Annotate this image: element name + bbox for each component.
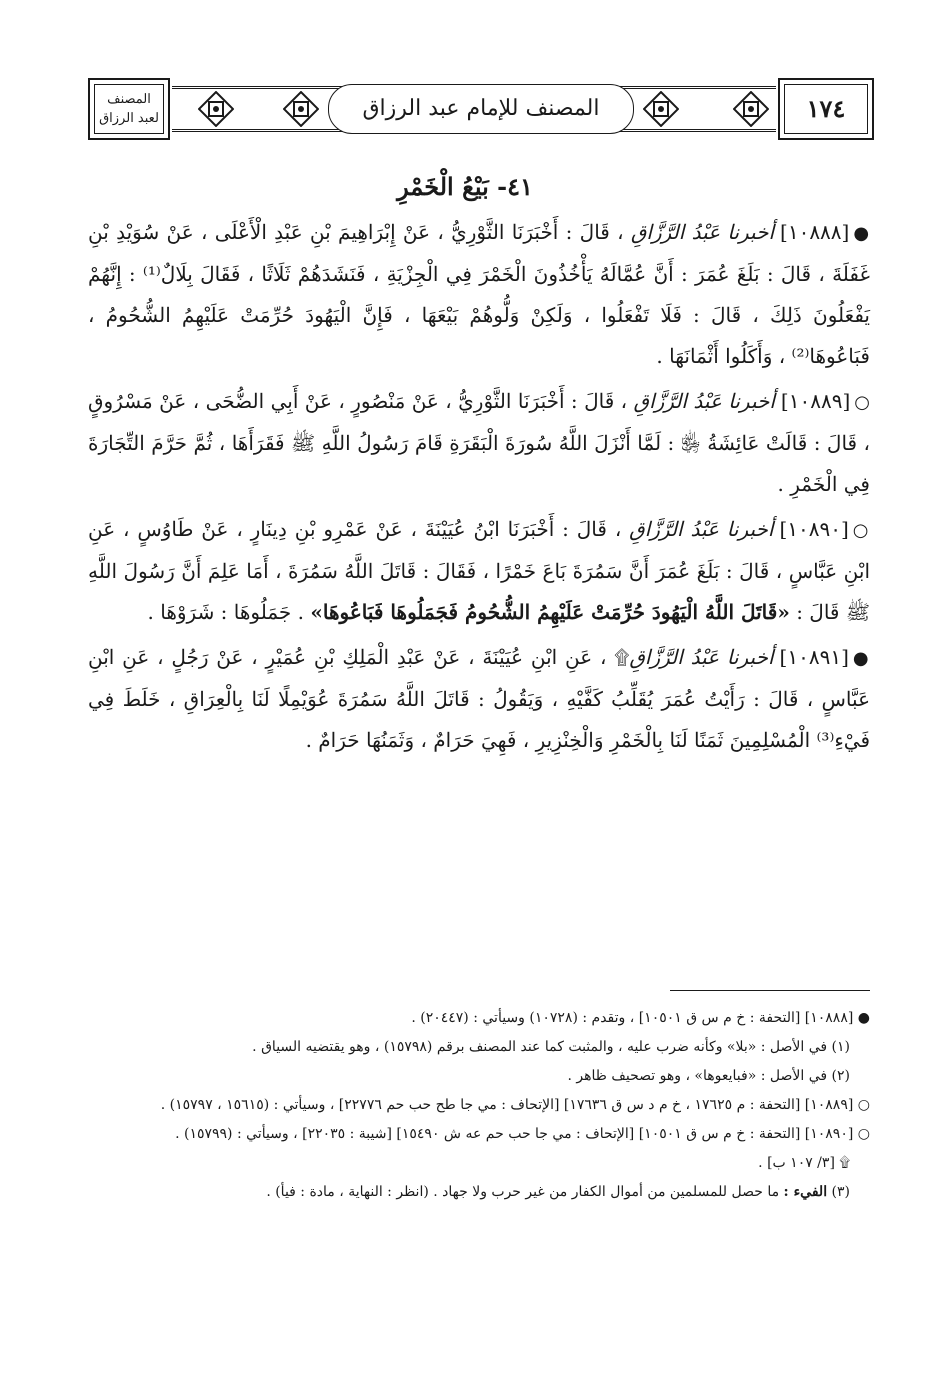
prophetic-quote: «قَاتَلَ اللَّهُ الْيَهُودَ حُرِّمَتْ عَلَيْهِمُ الشُّحُومُ فَجَمَلُوهَا فَبَاعُوهَا» — [310, 600, 790, 624]
hadith-entry — [88, 509, 870, 633]
running-title: المصنف للإمام عبد الرزاق — [362, 96, 600, 121]
hadith-number: [١٠٨٩١] — [779, 645, 849, 669]
footnote — [88, 1178, 870, 1207]
bullet-icon: ● — [857, 1010, 870, 1026]
hadith-entry — [88, 637, 870, 761]
footnote — [88, 1120, 870, 1149]
footnote-label: (٣) — [831, 1184, 850, 1200]
bullet-icon: ● — [852, 648, 871, 669]
footnote-text: في الأصل : «فبايعوها» ، وهو تصحيف ظاهر . — [567, 1068, 828, 1084]
footnote-text: [التحفة : م ١٧٦٢٥ ، خ م د س ق ١٧٦٣٦] [الإتحاف : مي جا طح حب حم ٢٢٧٧٦] ، وسيأتي : (١٥٦١٥ ، ١٥٧٩٧) . — [160, 1097, 801, 1113]
footnote-text: [٣/ ١٠٧ ب] . — [758, 1155, 835, 1171]
page-number-frame — [778, 78, 874, 140]
hadith-text: ، قَالَ : أَخْبَرَنَا الثَّوْرِيُّ ، عَنْ مَنْصُورٍ ، عَنْ أَبِي الضُّحَى ، عَنْ مَسْرُوقٍ ، قَالَ : قَالَتْ عَائِشَةُ ﵂ : لَمَّا أَنْزَلَ اللَّهُ سُورَةَ الْبَقَرَةِ قَامَ رَسُولُ اللَّهِ ﷺ فَقَرَأَهَا ، ثُمَّ حَرَّمَ التِّجَارَةَ فِي الْخَمْرِ . — [88, 389, 870, 496]
footnote — [88, 1062, 870, 1091]
running-header — [88, 78, 874, 142]
footnote — [88, 1033, 870, 1062]
hadith-entry — [88, 212, 870, 377]
footnotes — [88, 1004, 870, 1207]
footnote — [88, 1149, 870, 1178]
footnote-label: [١٠٨٩٠] — [804, 1126, 854, 1142]
knot-ornament-icon — [643, 91, 679, 127]
hadith-entry — [88, 381, 870, 505]
footnote — [88, 1091, 870, 1120]
knot-ornament-icon — [733, 91, 769, 127]
hadith-opening: أخبرنا عَبْدُ الرَّزَّاقِ — [629, 517, 774, 541]
hadith-text: ، قَالَ : أَخْبَرَنَا ابْنُ عُيَيْنَةَ ، عَنْ عَمْرِو بْنِ دِينَارٍ ، عَنْ طَاوُسٍ ، عَنِ ابْنِ عَبَّاسٍ ، قَالَ : بَلَغَ عُمَرَ أَنَّ سَمُرَةَ بَاعَ خَمْرًا ، فَقَالَ : قَاتَلَ اللَّهُ سَمُرَةَ ، أَمَا عَلِمَ أَنَّ رَسُولَ اللَّهِ ﷺ قَالَ : — [88, 517, 870, 624]
hadith-text: ، قَالَ : أَخْبَرَنَا الثَّوْرِيُّ ، عَنْ إِبْرَاهِيمَ بْنِ عَبْدِ الْأَعْلَى ، عَنْ سُوَيْدِ بْنِ غَفَلَةَ ، قَالَ : بَلَغَ عُمَرَ : أَنَّ عُمَّالَهُ يَأْخُذُونَ الْخَمْرَ فِي الْجِزْيَةِ ، فَنَشَدَهُمْ ثَلَاثًا ، فَقَالَ بِلَالٌ⁽¹⁾ : إِنَّهُمْ يَفْعَلُونَ ذَلِكَ ، قَالَ : فَلَا تَفْعَلُوا ، وَلَكِنْ وَلُّوهُمْ بَيْعَهَا ، فَإِنَّ الْيَهُودَ حُرِّمَتْ عَلَيْهِمُ الشُّحُومُ ، فَبَاعُوهَا⁽²⁾ ، وَأَكَلُوا أَثْمَانَهَا . — [88, 220, 870, 368]
logo-frame — [88, 78, 170, 140]
bullet-icon: ● — [853, 223, 870, 244]
logo-text: المصنف لعبد الرزاق — [99, 92, 159, 126]
hadith-text: ۩ ، عَنِ ابْنِ عُيَيْنَةَ ، عَنْ عَبْدِ الْمَلِكِ بْنِ عُمَيْرٍ ، عَنْ رَجُلٍ ، عَنِ ابْنِ عَبَّاسٍ ، قَالَ : رَأَيْتُ عُمَرَ يُقَلِّبُ كَفَّيْهِ ، وَيَقُولُ : قَاتَلَ اللَّهُ سَمُرَةَ عُوَيْمِلًا لَنَا بِالْعِرَاقِ ، خَلَطَ فِي فَيْءِ⁽³⁾ الْمُسْلِمِينَ ثَمَنًا لَنَا بِالْخَمْرِ وَالْخِنْزِيرِ ، فَهِيَ حَرَامٌ ، وَثَمَنُهَا حَرَامٌ . — [88, 645, 870, 752]
hadith-opening: أخبرنا عَبْدُ الرَّزَّاقِ — [630, 220, 775, 244]
hadith-body — [88, 212, 870, 765]
footnote-label: (٢) — [831, 1068, 850, 1084]
bullet-icon: ○ — [857, 1097, 870, 1113]
hadith-gloss: . جَمَلُوهَا : شَرَوْهَا . — [147, 600, 305, 624]
footnote-label: ۩ — [839, 1155, 850, 1171]
bullet-icon: ○ — [857, 1126, 870, 1142]
footnote-label: (١) — [831, 1039, 850, 1055]
page-number: ١٧٤ — [806, 94, 846, 123]
hadith-number: [١٠٨٨٩] — [780, 389, 851, 413]
footnote-keyword: الفيء : — [783, 1184, 828, 1200]
footnote — [88, 1004, 870, 1033]
knot-ornament-icon — [283, 91, 319, 127]
hadith-opening: أخبرنا عَبْدُ الرَّزَّاقِ — [629, 645, 774, 669]
bullet-icon: ○ — [852, 520, 871, 541]
footnote-divider — [670, 990, 870, 991]
knot-ornament-icon — [198, 91, 234, 127]
footnote-label: [١٠٨٨٨] — [804, 1010, 854, 1026]
hadith-number: [١٠٨٩٠] — [779, 517, 849, 541]
footnote-label: [١٠٨٨٩] — [804, 1097, 854, 1113]
footnote-text: [التحفة : خ م س ق ١٠٥٠١] [الإتحاف : مي جا حب حم عه ش ١٥٤٩٠] [شيبة : ٢٢٠٣٥] ، وسيأتي : (١٥٧٩٩) . — [175, 1126, 801, 1142]
chapter-heading: ٤١- بَيْعُ الْخَمْرِ — [397, 172, 533, 201]
footnote-text: [التحفة : خ م س ق ١٠٥٠١] ، وتقدم : (١٠٧٢٨) وسيأتي : (٢٠٤٤٧) . — [411, 1010, 801, 1026]
hadith-number: [١٠٨٨٨] — [780, 220, 850, 244]
hadith-opening: أخبرنا عَبْدُ الرَّزَّاقِ — [633, 389, 775, 413]
footnote-text: ما حصل للمسلمين من أموال الكفار من غير حرب ولا جهاد . (انظر : النهاية ، مادة : فيأ) . — [266, 1184, 780, 1200]
footnote-text: في الأصل : «بلا» وكأنه ضرب عليه ، والمثبت كما عند المصنف برقم (١٥٧٩٨) ، وهو يقتضيه السياق . — [252, 1039, 828, 1055]
bullet-icon: ○ — [854, 392, 871, 413]
